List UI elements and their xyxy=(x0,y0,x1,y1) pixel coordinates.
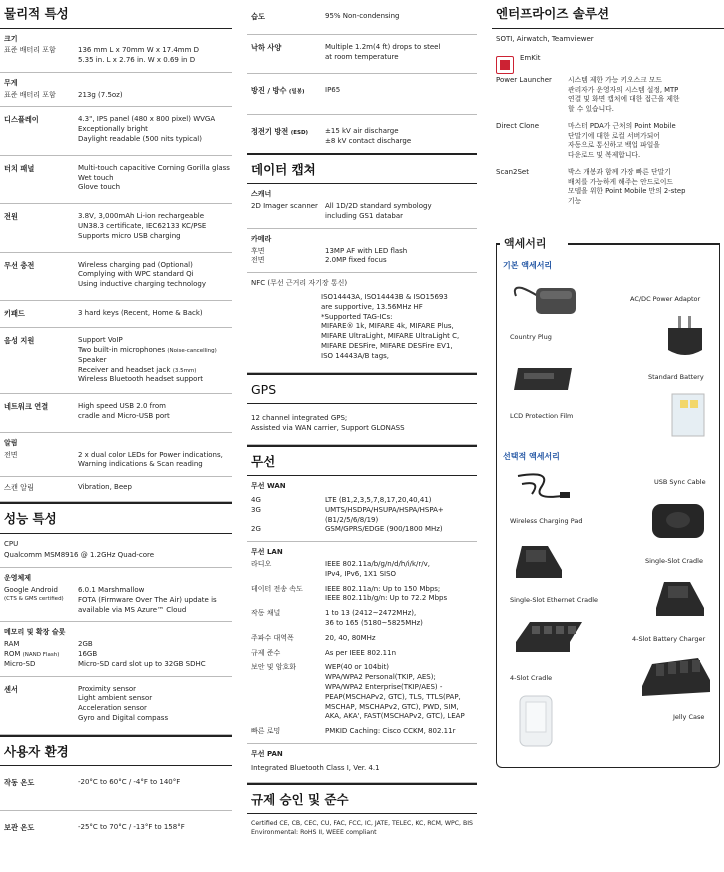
clone-v1: 마스터 PDA가 근처의 Point Mobile xyxy=(568,122,676,131)
launcher-v2: 관리자가 운영자의 시스템 설정, MTP xyxy=(568,85,679,94)
scanner-label: 스캐너 xyxy=(251,190,272,199)
esd-v2: ±8 kV contact discharge xyxy=(325,137,412,146)
display-v3: Daylight readable (500 nits typical) xyxy=(78,135,202,144)
enterprise-block xyxy=(492,29,724,207)
esd-v1: ±15 kV air discharge xyxy=(325,127,399,136)
column-left xyxy=(0,0,232,839)
channel-v1: 1 to 13 (2412~2472MHz), xyxy=(325,609,417,618)
keypad-row xyxy=(0,301,232,328)
wireless-charge-v2: Complying with WPC standard Qi xyxy=(78,270,194,279)
esd-label-sub: (ESD) xyxy=(290,130,309,137)
regulatory-v1: Certified CE, CB, CEC, CU, FAC, FCC, IC, JATE, TELEC, KC, RCM, WPC, BIS xyxy=(251,820,473,828)
accessories-line-right xyxy=(568,243,720,245)
sd-v: Micro-SD card slot up to 32GB SDHC xyxy=(78,659,206,668)
cam-rear-v: 13MP AF with LED flash xyxy=(325,246,408,255)
wireless-title: 무선 xyxy=(247,445,477,477)
band-k: 주파수 대역폭 xyxy=(251,633,294,642)
op-temp-row xyxy=(0,766,232,811)
op-temp-value: -20°C to 60°C / -4°F to 140°F xyxy=(78,778,181,787)
os-v3: available via MS Azure™ Cloud xyxy=(78,605,187,614)
os-v1: 6.0.1 Marshmallow xyxy=(78,586,145,595)
ip-label-sub: (밀봉) xyxy=(288,88,305,95)
nfc-label: NFC (무선 근거리 자기장 통신) xyxy=(251,279,348,288)
weight-label: 무게 xyxy=(4,78,18,87)
power-v2: UN38.3 certificate, IEC62133 KC/PSE xyxy=(78,222,207,231)
camera-label: 카메라 xyxy=(251,234,272,243)
wan-3g-v2: (B1/2/5/6/8/19) xyxy=(325,515,379,524)
gps-v2: Assisted via WAN carrier, Support GLONASS xyxy=(251,423,405,432)
memory-block xyxy=(0,622,232,676)
lan-label: 무선 LAN xyxy=(251,548,283,557)
wan-label: 무선 WAN xyxy=(251,482,286,491)
audio-v4: Receiver and headset jack xyxy=(78,365,171,374)
esd-label: 정전기 방전 xyxy=(251,127,289,137)
column-gap xyxy=(239,0,240,872)
radio-k: 라디오 xyxy=(251,559,272,568)
sensor-label: 센서 xyxy=(4,684,18,694)
scan-alert-label: 스캔 알림 xyxy=(4,483,35,493)
ip-row xyxy=(247,74,477,116)
memory-label: 메모리 및 확장 슬롯 xyxy=(4,628,66,637)
lcd-film-image xyxy=(666,392,708,438)
scanner-block xyxy=(247,184,477,228)
touch-v1: Multi-touch capacitive Corning Gorilla glass xyxy=(78,163,230,172)
roam-v: PMKID Caching: Cisco CCKM, 802.11r xyxy=(325,727,456,736)
column-right xyxy=(492,0,724,206)
jelly-case-label: Jelly Case xyxy=(673,713,705,721)
basic-accessories-title: 기본 액세서리 xyxy=(503,261,553,270)
sensor-row xyxy=(0,677,232,735)
wireless-pad-label: Wireless Charging Pad xyxy=(510,517,583,525)
esd-row xyxy=(247,115,477,153)
clone-v4: 다운로드 및 복제합니다. xyxy=(568,150,641,159)
wan-block xyxy=(247,476,477,542)
os-label: 운영체제 xyxy=(4,574,32,583)
wireless-charge-label: 무선 충전 xyxy=(4,260,35,270)
ip-label: 방진 / 방수 xyxy=(251,85,287,95)
touch-row xyxy=(0,156,232,204)
os-k2: (CTS & GMS certified) xyxy=(4,595,64,602)
wan-3g-v1: UMTS/HSDPA/HSUPA/HSPA/HSPA+ xyxy=(325,505,444,514)
single-slot-cradle-image xyxy=(512,540,568,582)
keypad-value: 3 hard keys (Recent, Home & Back) xyxy=(78,309,203,318)
st-temp-value: -25°C to 70°C / -13°F to 158°F xyxy=(78,823,185,832)
notify-sub: 전면 xyxy=(4,450,18,459)
radio-v1: IEEE 802.11a/b/g/n/d/h/i/k/r/v, xyxy=(325,559,431,568)
battery-charger-label: 4-Slot Battery Charger xyxy=(632,635,706,643)
performance-title: 성능 특성 xyxy=(0,502,232,534)
clone-item xyxy=(496,122,724,160)
audio-row xyxy=(0,328,232,394)
scan2set-k: Scan2Set xyxy=(496,168,529,177)
power-label: 전원 xyxy=(4,212,18,222)
security-v3: WPA/WPA2 Enterprise(TKIP/AES) - xyxy=(325,682,443,691)
drop-v1: Multiple 1.2m(4 ft) drops to steel xyxy=(325,43,441,52)
ip-value: IP65 xyxy=(325,85,341,94)
jelly-case-image xyxy=(518,694,554,748)
display-v1: 4.3", IPS panel (480 x 800 pixel) WVGA xyxy=(78,115,216,124)
power-row xyxy=(0,204,232,252)
security-v4: PEAP(MSCHAPv2, GTC), TLS, TTLS(PAP, xyxy=(325,692,461,701)
size-block xyxy=(0,29,232,73)
pan-label: 무선 PAN xyxy=(251,749,283,758)
ram-k: RAM xyxy=(4,640,20,649)
cpu-label: CPU xyxy=(4,539,19,548)
launcher-item xyxy=(496,76,724,114)
network-row xyxy=(0,394,232,433)
regulatory-title: 규제 승인 및 준수 xyxy=(247,783,477,815)
os-k1: Google Android xyxy=(4,586,58,595)
os-v2: FOTA (Firmware Over The Air) update is xyxy=(78,595,217,604)
notify-label: 알림 xyxy=(4,438,18,447)
drop-v2: at room temperature xyxy=(325,52,399,61)
network-v1: High speed USB 2.0 from xyxy=(78,402,166,411)
single-slot-cradle-label: Single-Slot Cradle xyxy=(645,557,703,565)
enterprise-partners: SOTI, Airwatch, Teamviewer xyxy=(496,34,594,43)
wan-4g-k: 4G xyxy=(251,496,261,504)
drop-row xyxy=(247,35,477,74)
optional-accessories-title: 선택적 액세서리 xyxy=(503,452,560,461)
display-label: 디스플레이 xyxy=(4,115,39,125)
audio-v3: Speaker xyxy=(78,355,107,364)
cam-front-k: 전면 xyxy=(251,256,265,265)
regulatory-v2: Environmental: RoHS II, WEEE compliant xyxy=(251,828,377,836)
pan-block xyxy=(247,744,477,783)
standard-battery-label: Standard Battery xyxy=(648,373,704,381)
wireless-pad-image xyxy=(650,500,706,540)
power-v3: Supports micro USB charging xyxy=(78,231,181,240)
security-v2: WPA/WPA2 Personal(TKIP, AES); xyxy=(325,673,436,682)
nfc-v5: MIFARE UltraLight, MIFARE UltraLight C, xyxy=(321,332,460,341)
wan-2g-k: 2G xyxy=(251,525,261,534)
gps-block xyxy=(247,404,477,445)
display-row xyxy=(0,107,232,155)
accessories-title: 액세서리 xyxy=(500,236,551,251)
lan-block xyxy=(247,542,477,744)
wireless-charge-v1: Wireless charging pad (Optional) xyxy=(78,260,193,269)
weight-value: 213g (7.5oz) xyxy=(78,90,123,99)
power-v1: 3.8V, 3,000mAh Li-ion rechargeable xyxy=(78,212,205,221)
notify-block xyxy=(0,433,232,477)
physical-title: 물리적 특성 xyxy=(0,0,232,29)
ethernet-cradle-label: Single-Slot Ethernet Cradle xyxy=(510,596,599,604)
audio-v2: Two built-in microphones xyxy=(78,345,166,354)
st-temp-row xyxy=(0,811,232,839)
scanner-v1: All 1D/2D standard symbology xyxy=(325,202,432,211)
rate-v1: IEEE 802.11a/n: Up to 150 Mbps; xyxy=(325,584,441,593)
notify-v2: Warning indications & Scan reading xyxy=(78,460,203,469)
scan2set-v4: 기능 xyxy=(568,196,582,205)
ac-adaptor-image xyxy=(512,280,582,316)
cpu-value: Qualcomm MSM8916 @ 1.2GHz Quad-core xyxy=(4,551,155,560)
sensor-v1: Proximity sensor xyxy=(78,684,137,693)
data-capture-title: 데이터 캡쳐 xyxy=(247,153,477,185)
wan-4g-v: LTE (B1,2,3,5,7,8,17,20,40,41) xyxy=(325,496,432,504)
touch-v2: Wet touch xyxy=(78,173,114,182)
network-label: 네트워크 연결 xyxy=(4,402,49,412)
scanner-v2: including GS1 databar xyxy=(325,212,404,221)
camera-block xyxy=(247,229,477,273)
nfc-v6: MIFARE DESFire, MIFARE DESFire EV1, xyxy=(321,342,453,351)
scan-alert-value: Vibration, Beep xyxy=(78,483,132,492)
security-v6: AKA, AKA', FAST(MSCHAPv2, GTC), LEAP xyxy=(325,712,465,721)
column-middle xyxy=(247,0,477,837)
audio-label: 음성 지원 xyxy=(4,336,35,346)
sd-k: Micro-SD xyxy=(4,659,36,668)
size-v1: 136 mm L x 70mm W x 17.4mm D xyxy=(78,46,200,55)
regulatory-block xyxy=(247,814,477,837)
os-block xyxy=(0,568,232,622)
launcher-v4: 할 수 있습니다. xyxy=(568,104,614,113)
roam-k: 빠른 로밍 xyxy=(251,727,281,736)
rate-k: 데이터 전송 속도 xyxy=(251,584,303,593)
rom-v: 16GB xyxy=(78,650,98,659)
st-temp-label: 보관 온도 xyxy=(4,823,35,833)
network-v2: cradle and Micro-USB port xyxy=(78,411,170,420)
sensor-v4: Gyro and Digital compass xyxy=(78,714,169,723)
clone-v3: 자동으로 통신하고 백업 파일을 xyxy=(568,141,660,150)
reg-k: 규제 준수 xyxy=(251,648,281,657)
rom-k: ROM xyxy=(4,650,21,659)
nfc-block xyxy=(247,273,477,372)
wireless-charge-row xyxy=(0,253,232,301)
scan2set-item xyxy=(496,168,724,206)
scan2set-v1: 박스 개봉과 함께 가장 빠른 단말기 xyxy=(568,168,671,177)
security-v5: MSCHAP, MSCHAPv2, GTC), PWD, SIM, xyxy=(325,702,459,711)
weight-sub: 표준 배터리 포함 xyxy=(4,90,56,99)
cpu-block xyxy=(0,534,232,569)
humidity-label: 습도 xyxy=(251,12,265,21)
rate-v2: IEEE 802.11b/g/n: Up to 72.2 Mbps xyxy=(325,594,448,603)
nfc-v3: *Supported TAG-ICs: xyxy=(321,312,393,321)
gps-title: GPS xyxy=(247,373,477,405)
wireless-charge-v3: Using inductive charging technology xyxy=(78,280,206,289)
lcd-film-label: LCD Protection Film xyxy=(510,412,574,420)
env-title: 사용자 환경 xyxy=(0,735,232,767)
cam-front-v: 2.0MP fixed focus xyxy=(325,256,387,265)
weight-block xyxy=(0,73,232,108)
audio-v1: Support VoIP xyxy=(78,336,123,345)
humidity-row xyxy=(247,0,477,35)
channel-v2: 36 to 165 (5180~5825MHz) xyxy=(325,618,423,627)
wan-3g-k: 3G xyxy=(251,505,261,514)
security-v1: WEP(40 or 104bit) xyxy=(325,663,390,672)
four-slot-cradle-label: 4-Slot Cradle xyxy=(510,674,553,682)
usb-cable-image xyxy=(512,470,572,504)
usb-cable-label: USB Sync Cable xyxy=(654,478,706,486)
launcher-v3: 연결 및 화면 캡처에 대한 접근을 제한 xyxy=(568,95,680,104)
band-v: 20, 40, 80MHz xyxy=(325,633,376,642)
audio-v5: Wireless Bluetooth headset support xyxy=(78,375,203,384)
audio-v4-sub: (3.5mm) xyxy=(172,367,197,374)
display-v2: Exceptionally bright xyxy=(78,125,148,134)
nfc-v4: MIFARE® 1k, MIFARE 4k, MIFARE Plus, xyxy=(321,322,454,331)
op-temp-label: 작동 온도 xyxy=(4,778,35,788)
ethernet-cradle-image xyxy=(652,578,708,620)
sensor-v2: Light ambient sensor xyxy=(78,694,153,703)
clone-k: Direct Clone xyxy=(496,122,540,131)
country-plug-image xyxy=(662,314,708,360)
clone-v2: 단말기에 대한 로컬 서버가되어 xyxy=(568,131,660,140)
launcher-v1: 시스템 제한 가능 키오스크 모드 xyxy=(568,76,662,85)
channel-k: 작동 채널 xyxy=(251,609,281,618)
notify-v1: 2 x dual color LEDs for Power indications, xyxy=(78,450,223,459)
size-label: 크기 xyxy=(4,34,18,43)
nfc-v7: ISO 14443A/B tags, xyxy=(321,351,390,360)
battery-charger-image xyxy=(512,618,586,658)
emkit-logo-icon xyxy=(496,56,514,74)
standard-battery-image xyxy=(512,364,576,394)
humidity-value: 95% Non-condensing xyxy=(325,12,400,20)
launcher-k: Power Launcher xyxy=(496,76,552,85)
pan-value: Integrated Bluetooth Class I, Ver. 4.1 xyxy=(251,763,380,772)
sensor-v3: Acceleration sensor xyxy=(78,704,147,713)
scan-alert-row xyxy=(0,477,232,502)
country-plug-label: Country Plug xyxy=(510,333,552,341)
emkit-label: EmKit xyxy=(520,54,541,63)
keypad-label: 키패드 xyxy=(4,309,25,319)
four-slot-cradle-image xyxy=(638,656,712,700)
audio-v2-sub: (Noise-cancelling) xyxy=(167,347,217,354)
ram-v: 2GB xyxy=(78,640,93,649)
size-v2: 5.35 in. L x 2.76 in. W x 0.69 in D xyxy=(78,56,196,65)
touch-v3: Glove touch xyxy=(78,183,121,192)
drop-label: 낙하 사양 xyxy=(251,43,282,53)
cam-rear-k: 후면 xyxy=(251,246,265,255)
ac-adaptor-label: AC/DC Power Adaptor xyxy=(630,295,701,303)
nfc-v2: are supportive, 13.56MHz HF xyxy=(321,302,423,311)
rom-ks: (NAND Flash) xyxy=(22,652,60,659)
gps-v1: 12 channel integrated GPS; xyxy=(251,414,348,423)
scanner-k: 2D Imager scanner xyxy=(251,202,318,211)
scan2set-v2: 배치를 가능하게 해주는 안드로이드 xyxy=(568,177,673,186)
size-sub: 표준 배터리 포함 xyxy=(4,46,56,55)
wan-2g-v: GSM/GPRS/EDGE (900/1800 MHz) xyxy=(325,525,443,534)
touch-label: 터치 패널 xyxy=(4,163,35,173)
scan2set-v3: 모델을 위한 Point Mobile 만의 2-step xyxy=(568,187,686,196)
security-k: 보안 및 암호화 xyxy=(251,663,297,672)
enterprise-title: 엔터프라이즈 솔루션 xyxy=(492,0,724,29)
radio-v2: IPv4, IPv6, 1X1 SISO xyxy=(325,569,397,578)
reg-v: As per IEEE 802.11n xyxy=(325,648,397,657)
nfc-v1: ISO14443A, ISO14443B & ISO15693 xyxy=(321,293,448,302)
